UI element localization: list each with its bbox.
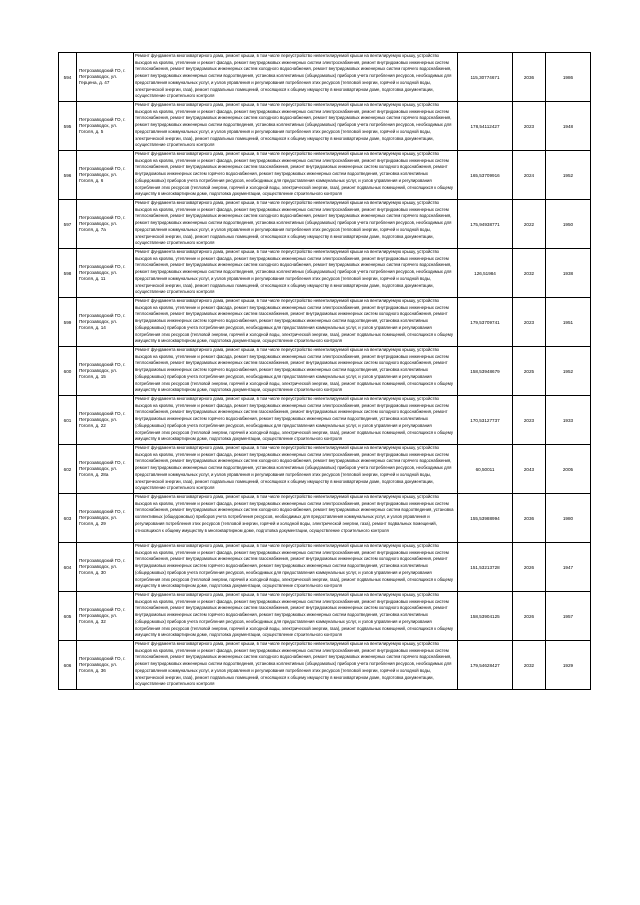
planned-year-cell: 2043 bbox=[513, 445, 546, 494]
build-year-cell: 1986 bbox=[546, 53, 591, 102]
build-year-cell: 2005 bbox=[546, 445, 591, 494]
area-cell: 115,30774671 bbox=[458, 53, 513, 102]
address-line: Петрозаводск, ул. bbox=[79, 662, 118, 668]
work-description-cell bbox=[134, 494, 458, 543]
planned-year-cell: 2026 bbox=[513, 592, 546, 641]
work-description-text: Ремонт фундамента многоквартирного дома, ремонт крыши, в том числе переустройство невентилируемой крыши на вентилируемую крышу, устройство выходов на кровлю, утепление и ремонт фасада, ремонт внутридомовых инженерных систем электроснабжения, ремонт внутридомовых инженерных систем теплоснабжения, ремонт внутридомовых инженерных систем газоснабжения, ремонт внутридомовых инженерных систем холодного водоснабжения, ремонт внутридомовых инженерных систем горячего водоснабжения, ремонт внутридомовых инженерных систем водоотведения, установка коллективных (общедомовых) приборов учета потребления ресурсов, необходимых для предоставления коммунальных услуг, и узлов управления и регулирования потребления этих ресурсов (тепловой энергии, горячей и холодной воды, электрической энергии, газа), ремонт подвальных помещений, относящихся к общему имуществу в многоквартирном доме, подготовка документации, осуществление строительного контроля bbox=[135, 298, 453, 344]
work-description-cell bbox=[134, 249, 458, 298]
planned-year-cell: 2036 bbox=[513, 494, 546, 543]
work-description-cell bbox=[134, 396, 458, 445]
planned-year-cell: 2026 bbox=[513, 543, 546, 592]
build-year-cell: 1938 bbox=[546, 249, 591, 298]
row-number-cell: 603 bbox=[59, 494, 77, 543]
table-row bbox=[59, 641, 591, 690]
work-description-cell bbox=[134, 543, 458, 592]
build-year-cell: 1950 bbox=[546, 200, 591, 249]
row-number-cell: 597 bbox=[59, 200, 77, 249]
address-line: Петрозаводский ГО, г. bbox=[79, 215, 126, 221]
planned-year-cell: 2022 bbox=[513, 200, 546, 249]
address-line: Петрозаводский ГО, г. bbox=[79, 411, 126, 417]
address-line: Петрозаводский ГО, г. bbox=[79, 460, 126, 466]
area-cell: 178,54112427 bbox=[458, 102, 513, 151]
work-description-cell bbox=[134, 151, 458, 200]
address-line: Герцена, д. 47 bbox=[79, 79, 110, 85]
build-year-cell: 1947 bbox=[546, 543, 591, 592]
area-cell: 179,54628427 bbox=[458, 641, 513, 690]
area-cell: 179,53709741 bbox=[458, 298, 513, 347]
planned-year-cell: 2025 bbox=[513, 347, 546, 396]
area-cell: 60,50011 bbox=[458, 445, 513, 494]
address-line: Петрозаводск, ул. bbox=[79, 74, 118, 80]
address-line: Петрозаводск, ул. bbox=[79, 270, 118, 276]
build-year-cell: 1948 bbox=[546, 102, 591, 151]
address-line: Петрозаводск, ул. bbox=[79, 613, 118, 619]
area-cell: 155,53988994 bbox=[458, 494, 513, 543]
address-cell bbox=[77, 494, 134, 543]
planned-year-cell: 2024 bbox=[513, 151, 546, 200]
address-line: Петрозаводск, ул. bbox=[79, 319, 118, 325]
build-year-cell: 1933 bbox=[546, 396, 591, 445]
work-description-text: Ремонт фундамента многоквартирного дома, ремонт крыши, в том числе переустройство невентилируемой крыши на вентилируемую крышу, устройство выходов на кровлю, утепление и ремонт фасада, ремонт внутридомовых инженерных систем электроснабжения, ремонт внутридомовых инженерных систем теплоснабжения, ремонт внутридомовых инженерных систем холодного водоснабжения, ремонт внутридомовых инженерных систем горячего водоснабжения, ремонт внутридомовых инженерных систем водоотведения, установка коллективных (общедомовых) приборов учета потребления ресурсов, необходимых для предоставления коммунальных услуг, и узлов управления и регулирования потребления этих ресурсов (тепловой энергии, горячей и холодной воды, электрической энергии, газа), ремонт подвальных помещений, относящихся к общему имуществу в многоквартирном доме, подготовка документации, осуществление строительного контроля bbox=[135, 641, 452, 687]
planned-year-cell: 2032 bbox=[513, 641, 546, 690]
table-row bbox=[59, 102, 591, 151]
build-year-cell: 1951 bbox=[546, 298, 591, 347]
build-year-cell: 1957 bbox=[546, 592, 591, 641]
work-description-cell bbox=[134, 53, 458, 102]
table-row bbox=[59, 494, 591, 543]
address-line: Петрозаводский ГО, г. bbox=[79, 656, 126, 662]
work-description-text: Ремонт фундамента многоквартирного дома, ремонт крыши, в том числе переустройство невентилируемой крыши на вентилируемую крышу, устройство выходов на кровлю, утепление и ремонт фасада, ремонт внутридомовых инженерных систем электроснабжения, ремонт внутридомовых инженерных систем теплоснабжения, ремонт внутридомовых инженерных систем холодного водоснабжения, ремонт внутридомовых инженерных систем горячего водоснабжения, ремонт внутридомовых инженерных систем водоотведения, установка коллективных (общедомовых) приборов учета потребления ресурсов, необходимых для предоставления коммунальных услуг, и узлов управления и регулирования потребления этих ресурсов (тепловой энергии, горячей и холодной воды, электрической энергии, газа), ремонт подвальных помещений, относящихся к общему имуществу в многоквартирном доме, подготовка документации, осуществление строительного контроля bbox=[135, 200, 452, 246]
work-description-text: Ремонт фундамента многоквартирного дома, ремонт крыши, в том числе переустройство невентилируемой крыши на вентилируемую крышу, устройство выходов на кровлю, утепление и ремонт фасада, ремонт внутридомовых инженерных систем электроснабжения, ремонт внутридомовых инженерных систем теплоснабжения, ремонт внутридомовых инженерных систем холодного водоснабжения, ремонт внутридомовых инженерных систем горячего водоснабжения, ремонт внутридомовых инженерных систем водоотведения, установка коллективных (общедомовых) приборов учета потребления ресурсов, необходимых для предоставления коммунальных услуг, и узлов управления и регулирования потребления этих ресурсов (тепловой энергии, горячей и холодной воды, электрической энергии, газа), ремонт подвальных помещений, относящихся к общему имуществу в многоквартирном доме, подготовка документации, осуществление строительного контроля bbox=[135, 102, 452, 148]
address-cell bbox=[77, 396, 134, 445]
address-line: Петрозаводск, ул. bbox=[79, 564, 118, 570]
address-line: Гоголя, д. 5 bbox=[79, 128, 104, 134]
address-cell bbox=[77, 445, 134, 494]
table-row bbox=[59, 200, 591, 249]
build-year-cell: 1952 bbox=[546, 151, 591, 200]
row-number-cell: 601 bbox=[59, 396, 77, 445]
build-year-cell: 1952 bbox=[546, 347, 591, 396]
planned-year-cell: 2036 bbox=[513, 53, 546, 102]
address-line: Гоголя, д. 30 bbox=[79, 569, 106, 575]
address-line: Гоголя, д. 14 bbox=[79, 324, 106, 330]
work-description-cell bbox=[134, 641, 458, 690]
table-row bbox=[59, 53, 591, 102]
address-cell bbox=[77, 53, 134, 102]
address-line: Гоголя, д. 36 bbox=[79, 667, 106, 673]
table-row bbox=[59, 396, 591, 445]
address-line: Гоголя, д. 7а bbox=[79, 226, 106, 232]
address-line: Петрозаводск, ул. bbox=[79, 172, 118, 178]
table-row bbox=[59, 249, 591, 298]
area-cell: 170,53127737 bbox=[458, 396, 513, 445]
planned-year-cell: 2032 bbox=[513, 249, 546, 298]
row-number-cell: 605 bbox=[59, 592, 77, 641]
planned-year-cell: 2023 bbox=[513, 102, 546, 151]
row-number-cell: 604 bbox=[59, 543, 77, 592]
address-line: Петрозаводский ГО, г. bbox=[79, 509, 126, 515]
address-line: Гоголя, д. 6 bbox=[79, 177, 104, 183]
table-row bbox=[59, 151, 591, 200]
address-line: Петрозаводский ГО, г. bbox=[79, 558, 126, 564]
row-number-cell: 598 bbox=[59, 249, 77, 298]
address-line: Петрозаводский ГО, г. bbox=[79, 117, 126, 123]
address-line: Гоголя, д. 11 bbox=[79, 275, 106, 281]
address-line: Петрозаводский ГО, г. bbox=[79, 362, 126, 368]
work-description-cell bbox=[134, 445, 458, 494]
address-cell bbox=[77, 543, 134, 592]
table-row bbox=[59, 543, 591, 592]
address-cell bbox=[77, 249, 134, 298]
address-cell bbox=[77, 641, 134, 690]
work-description-text: Ремонт фундамента многоквартирного дома, ремонт крыши, в том числе переустройство невентилируемой крыши на вентилируемую крышу, устройство выходов на кровлю, утепление и ремонт фасада, ремонт внутридомовых инженерных систем электроснабжения, ремонт внутридомовых инженерных систем теплоснабжения, ремонт внутридомовых инженерных систем газоснабжения, ремонт внутридомовых инженерных систем холодного водоснабжения, ремонт внутридомовых инженерных систем горячего водоснабжения, ремонт внутридомовых инженерных систем водоотведения, установка коллективных (общедомовых) приборов учета потребления ресурсов, необходимых для предоставления коммунальных услуг, и узлов управления и регулирования потребления этих ресурсов (тепловой энергии, горячей и холодной воды, электрической энергии, газа), ремонт подвальных помещений, относящихся к общему имуществу в многоквартирном доме, подготовка документации, осуществление строительного контроля bbox=[135, 543, 453, 589]
area-cell: 126,51984 bbox=[458, 249, 513, 298]
work-description-text: Ремонт фундамента многоквартирного дома, ремонт крыши, в том числе переустройство невентилируемой крыши на вентилируемую крышу, устройство выходов на кровлю, утепление и ремонт фасада, ремонт внутридомовых инженерных систем электроснабжения, ремонт внутридомовых инженерных систем теплоснабжения, ремонт внутридомовых инженерных систем газоснабжения, ремонт внутридомовых инженерных систем холодного водоснабжения, ремонт внутридомовых инженерных систем горячего водоснабжения, ремонт внутридомовых инженерных систем водоотведения, установка коллективных (общедомовых) приборов учета потребления ресурсов, необходимых для предоставления коммунальных услуг, и узлов управления и регулирования потребления этих ресурсов (тепловой энергии, горячей и холодной воды, электрической энергии, газа), ремонт подвальных помещений, относящихся к общему имуществу в многоквартирном доме, подготовка документации, осуществление строительного контроля bbox=[135, 592, 453, 638]
build-year-cell: 1980 bbox=[546, 494, 591, 543]
address-line: Петрозаводский ГО, г. bbox=[79, 607, 126, 613]
table-row bbox=[59, 592, 591, 641]
address-line: Петрозаводский ГО, г. bbox=[79, 68, 126, 74]
address-line: Петрозаводский ГО, г. bbox=[79, 166, 126, 172]
address-cell bbox=[77, 200, 134, 249]
work-description-text: Ремонт фундамента многоквартирного дома, ремонт крыши, в том числе переустройство невентилируемой крыши на вентилируемую крышу, устройство выходов на кровлю, утепление и ремонт фасада, ремонт внутридомовых инженерных систем электроснабжения, ремонт внутридомовых инженерных систем теплоснабжения, ремонт внутридомовых инженерных систем газоснабжения, ремонт внутридомовых инженерных систем холодного водоснабжения, ремонт внутридомовых инженерных систем горячего водоснабжения, ремонт внутридомовых инженерных систем водоотведения, установка коллективных (общедомовых) приборов учета потребления ресурсов, необходимых для предоставления коммунальных услуг, и узлов управления и регулирования потребления этих ресурсов (тепловой энергии, горячей и холодной воды, электрической энергии, газа), ремонт подвальных помещений, относящихся к общему имуществу в многоквартирном доме, подготовка документации, осуществление строительного контроля bbox=[135, 396, 453, 442]
row-number-cell: 596 bbox=[59, 151, 77, 200]
address-line: Петрозаводск, ул. bbox=[79, 368, 118, 374]
address-line: Петрозаводск, ул. bbox=[79, 221, 118, 227]
table-row bbox=[59, 298, 591, 347]
row-number-cell: 600 bbox=[59, 347, 77, 396]
work-description-text: Ремонт фундамента многоквартирного дома, ремонт крыши, в том числе переустройство невентилируемой крыши на вентилируемую крышу, устройство выходов на кровлю, утепление и ремонт фасада, ремонт внутридомовых инженерных систем электроснабжения, ремонт внутридомовых инженерных систем теплоснабжения, ремонт внутридомовых инженерных систем газоснабжения, ремонт внутридомовых инженерных систем холодного водоснабжения, ремонт внутридомовых инженерных систем горячего водоснабжения, ремонт внутридомовых инженерных систем водоотведения, установка коллективных (общедомовых) приборов учета потребления ресурсов, необходимых для предоставления коммунальных услуг, и узлов управления и регулирования потребления этих ресурсов (тепловой энергии, горячей и холодной воды, электрической энергии, газа), ремонт подвальных помещений, относящихся к общему имуществу в многоквартирном доме, подготовка документации, осуществление строительного контроля bbox=[135, 151, 453, 197]
address-line: Петрозаводский ГО, г. bbox=[79, 313, 126, 319]
work-description-cell bbox=[134, 592, 458, 641]
row-number-cell: 595 bbox=[59, 102, 77, 151]
row-number-cell: 594 bbox=[59, 53, 77, 102]
work-description-cell bbox=[134, 298, 458, 347]
row-number-cell: 602 bbox=[59, 445, 77, 494]
area-cell: 175,94938771 bbox=[458, 200, 513, 249]
work-description-text: Ремонт фундамента многоквартирного дома, ремонт крыши, в том числе переустройство невентилируемой крыши на вентилируемую крышу, устройство выходов на кровлю, утепление и ремонт фасада, ремонт внутридомовых инженерных систем электроснабжения, ремонт внутридомовых инженерных систем теплоснабжения, ремонт внутридомовых инженерных систем холодного водоснабжения, ремонт внутридомовых инженерных систем горячего водоснабжения, ремонт внутридомовых инженерных систем водоотведения, установка коллективных (общедомовых) приборов учета потребления ресурсов, необходимых для предоставления коммунальных услуг, и узлов управления и регулирования потребления этих ресурсов (тепловой энергии, горячей и холодной воды, электрической энергии, газа), ремонт подвальных помещений, относящихся к общему имуществу в многоквартирном доме, подготовка документации, осуществление строительного контроля bbox=[135, 53, 452, 99]
row-number-cell: 606 bbox=[59, 641, 77, 690]
work-description-text: Ремонт фундамента многоквартирного дома, ремонт крыши, в том числе переустройство невентилируемой крыши на вентилируемую крышу, устройство выходов на кровлю, утепление и ремонт фасада, ремонт внутридомовых инженерных систем электроснабжения, ремонт внутридомовых инженерных систем теплоснабжения, ремонт внутридомовых инженерных систем холодного водоснабжения, ремонт внутридомовых инженерных систем горячего водоснабжения, ремонт внутридомовых инженерных систем водоотведения, установка коллективных (общедомовых) приборов учета потребления ресурсов, необходимых для предоставления коммунальных услуг, и узлов управления и регулирования потребления этих ресурсов (тепловой энергии, горячей и холодной воды, электрической энергии, газа), ремонт подвальных помещений, относящихся к общему имуществу в многоквартирном доме, подготовка документации, осуществление строительного контроля bbox=[135, 445, 452, 491]
address-line: Петрозаводск, ул. bbox=[79, 417, 118, 423]
area-cell: 158,53948679 bbox=[458, 347, 513, 396]
address-line: Гоголя, д. 22 bbox=[79, 422, 106, 428]
address-line: Петрозаводск, ул. bbox=[79, 515, 118, 521]
work-description-text: Ремонт фундамента многоквартирного дома, ремонт крыши, в том числе переустройство невентилируемой крыши на вентилируемую крышу, устройство выходов на кровлю, утепление и ремонт фасада, ремонт внутридомовых инженерных систем электроснабжения, ремонт внутридомовых инженерных систем теплоснабжения, ремонт внутридомовых инженерных систем холодного водоснабжения, ремонт внутридомовых инженерных систем горячего водоснабжения, ремонт внутридомовых инженерных систем водоотведения, установка коллективных (общедомовых) приборов учета потребления ресурсов, необходимых для предоставления коммунальных услуг, и узлов управления и регулирования потребления этих ресурсов (тепловой энергии, горячей и холодной воды, электрической энергии, газа), ремонт подвальных помещений, относящихся к общему имуществу в многоквартирном доме, подготовка документации, осуществление строительного контроля bbox=[135, 249, 452, 295]
address-line: Петрозаводск, ул. bbox=[79, 466, 118, 472]
address-cell bbox=[77, 347, 134, 396]
address-line: Петрозаводск, ул. bbox=[79, 123, 118, 129]
address-line: Гоголя, д. 28а bbox=[79, 471, 109, 477]
planned-year-cell: 2023 bbox=[513, 396, 546, 445]
area-cell: 158,53904125 bbox=[458, 592, 513, 641]
planned-year-cell: 2023 bbox=[513, 298, 546, 347]
works-table bbox=[58, 52, 591, 690]
address-line: Гоголя, д. 29 bbox=[79, 520, 106, 526]
address-line: Гоголя, д. 15 bbox=[79, 373, 106, 379]
address-line: Гоголя, д. 32 bbox=[79, 618, 106, 624]
address-cell bbox=[77, 592, 134, 641]
build-year-cell: 1929 bbox=[546, 641, 591, 690]
address-cell bbox=[77, 102, 134, 151]
address-cell bbox=[77, 151, 134, 200]
work-description-text: Ремонт фундамента многоквартирного дома, ремонт крыши, в том числе переустройство невентилируемой крыши на вентилируемую крышу, устройство выходов на кровлю, утепление и ремонт фасада, ремонт внутридомовых инженерных систем электроснабжения, ремонт внутридомовых инженерных систем теплоснабжения, ремонт внутридомовых инженерных систем газоснабжения, ремонт внутридомовых инженерных систем холодного водоснабжения, ремонт внутридомовых инженерных систем горячего водоснабжения, ремонт внутридомовых инженерных систем водоотведения, установка коллективных (общедомовых) приборов учета потребления ресурсов, необходимых для предоставления коммунальных услуг, и узлов управления и регулирования потребления этих ресурсов (тепловой энергии, горячей и холодной воды, электрической энергии, газа), ремонт подвальных помещений, относящихся к общему имуществу в многоквартирном доме, подготовка документации, осуществление строительного контроля bbox=[135, 347, 453, 393]
table-row bbox=[59, 445, 591, 494]
table-row bbox=[59, 347, 591, 396]
work-description-cell bbox=[134, 102, 458, 151]
row-number-cell: 599 bbox=[59, 298, 77, 347]
work-description-cell bbox=[134, 200, 458, 249]
address-line: Петрозаводский ГО, г. bbox=[79, 264, 126, 270]
work-description-cell bbox=[134, 347, 458, 396]
address-cell bbox=[77, 298, 134, 347]
area-cell: 165,53709916 bbox=[458, 151, 513, 200]
area-cell: 151,53213728 bbox=[458, 543, 513, 592]
work-description-text: Ремонт фундамента многоквартирного дома, ремонт крыши, в том числе переустройство невентилируемой крыши на вентилируемую крышу, устройство выходов на кровлю, утепление и ремонт фасада, ремонт внутридомовых инженерных систем электроснабжения, ремонт внутридомовых инженерных систем теплоснабжения, ремонт внутридомовых инженерных систем холодного водоснабжения, ремонт внутридомовых инженерных систем водоотведения, установка коллективных (общедомовых) приборов учета потребления ресурсов, необходимых для предоставления коммунальных услуг, и узлов управления и регулирования потребления этих ресурсов (тепловой энергии, горячей и холодной воды, электрической энергии, газа), ремонт подвальных помещений, относящихся к общему имуществу в многоквартирном доме, подготовка документации, осуществление строительного контроля bbox=[135, 494, 454, 533]
